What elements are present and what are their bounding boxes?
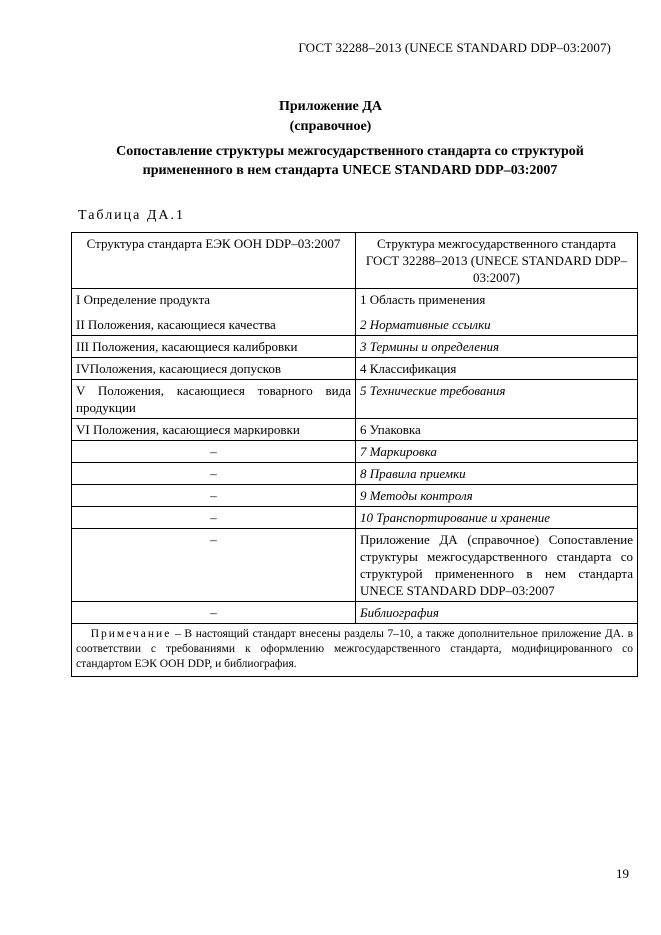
document-header: ГОСТ 32288–2013 (UNECE STANDARD DDP–03:2007) (298, 40, 611, 55)
row-right: 9 Методы контроля (356, 485, 638, 507)
row-right-text: 1 Область применения (360, 292, 486, 307)
table-row (72, 380, 638, 419)
appendix-caption (60, 142, 640, 180)
header-left: Структура стандарта ЕЭК ООН DDP–03:2007 (72, 233, 356, 289)
table-row (72, 529, 638, 602)
row-left: – (72, 529, 356, 602)
row-right: 8 Правила приемки (356, 463, 638, 485)
row-left (72, 289, 356, 336)
table-row (72, 485, 638, 507)
table-row (72, 441, 638, 463)
row-left: – (72, 485, 356, 507)
appendix-subtitle: (справочное) (289, 119, 372, 134)
note-text: – В настоящий стандарт внесены разделы 7–10, а также дополнительное приложение ДА. в соответствии с требованиями к оформлению межгосударственного стандарта, модифицированного со стандартом ЕЭК ООН DDP, и библиография. (76, 628, 633, 670)
table-header-row (72, 233, 638, 289)
caption-line-1: Сопоставление структуры межгосударственного стандарта со структурой (116, 144, 584, 159)
row-left: – (72, 507, 356, 529)
row-right: 3 Термины и определения (356, 336, 638, 358)
appendix-title: Приложение ДА (278, 99, 383, 114)
row-right: Библиография (356, 602, 638, 624)
note-label: Примечание (90, 628, 172, 640)
row-right: 5 Технические требования (356, 380, 638, 419)
row-right: 10 Транспортирование и хранение (356, 507, 638, 529)
row-left-text: I Определение продукта (76, 292, 211, 307)
row-right: 6 Упаковка (356, 419, 638, 441)
table-label: Таблица ДА.1 (78, 208, 186, 223)
row-right: Приложение ДА (справочное) Сопоставление структуры межгосударственного стандарта со структурой примененного в нем стандарта UNECE STANDARD DDP–03:2007 (356, 529, 638, 602)
structure-comparison-table (71, 232, 638, 677)
row-right-text: 2 Нормативные ссылки (360, 317, 491, 332)
row-left: – (72, 602, 356, 624)
row-left: V Положения, касающиеся товарного вида продукции (72, 380, 356, 419)
row-left: – (72, 463, 356, 485)
table-note-row (72, 624, 638, 677)
table-row (72, 507, 638, 529)
row-right: 7 Маркировка (356, 441, 638, 463)
row-left: III Положения, касающиеся калибровки (72, 336, 356, 358)
table-note (72, 624, 638, 677)
table-row (72, 358, 638, 380)
row-left: – (72, 441, 356, 463)
table-row (72, 289, 638, 336)
row-right: 4 Классификация (356, 358, 638, 380)
table-row (72, 336, 638, 358)
table-row (72, 463, 638, 485)
page-number: 19 (616, 866, 629, 881)
table-row (72, 419, 638, 441)
row-left: IVПоложения, касающиеся допусков (72, 358, 356, 380)
row-left-text: II Положения, касающиеся качества (76, 317, 276, 332)
row-right (356, 289, 638, 336)
caption-line-2: примененного в нем стандарта UNECE STANDARD DDP–03:2007 (142, 163, 558, 178)
row-left: VI Положения, касающиеся маркировки (72, 419, 356, 441)
table-row (72, 602, 638, 624)
header-right: Структура межгосударственного стандарта ГОСТ 32288–2013 (UNECE STANDARD DDP–03:2007) (356, 233, 638, 289)
